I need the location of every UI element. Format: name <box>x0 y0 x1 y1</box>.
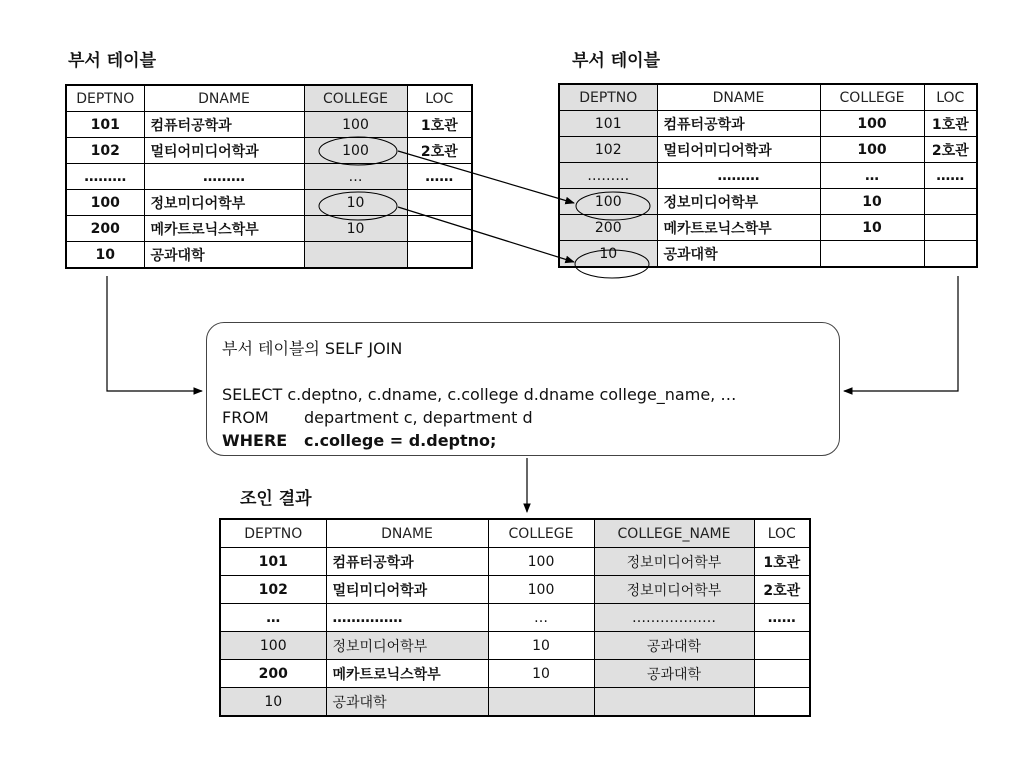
header-deptno: DEPTNO <box>559 84 657 111</box>
header-dname: DNAME <box>657 84 820 111</box>
header-deptno: DEPTNO <box>220 519 326 548</box>
highlight-ellipse-deptno-100 <box>576 192 650 220</box>
cell-college: 10 <box>304 216 407 242</box>
cell-deptno: 102 <box>66 138 144 164</box>
cell-deptno: ……… <box>66 164 144 190</box>
cell-college: … <box>820 163 924 189</box>
cell-loc: 2호관 <box>754 576 810 604</box>
join-arrow-10 <box>398 207 574 262</box>
cell-loc: …… <box>754 604 810 632</box>
highlight-ellipse-deptno-10 <box>575 250 649 278</box>
right-table-title: 부서 테이블 <box>572 51 661 71</box>
header-dname: DNAME <box>144 85 304 112</box>
cell-dname: 메카트로닉스학부 <box>144 216 304 242</box>
cell-loc: …… <box>407 164 472 190</box>
right-table-to-sql-arrow <box>844 276 958 391</box>
cell-deptno: 100 <box>66 190 144 216</box>
cell-college: … <box>488 604 594 632</box>
cell-deptno: ……… <box>559 163 657 189</box>
cell-dname: 메카트로닉스학부 <box>326 660 488 688</box>
cell-dname: 멀티어미디어학과 <box>657 137 820 163</box>
result-table-title: 조인 결과 <box>240 489 312 509</box>
cell-dname: 정보미디어학부 <box>144 190 304 216</box>
left-table-title: 부서 테이블 <box>68 51 157 71</box>
cell-deptno: 100 <box>220 632 326 660</box>
cell-college: 100 <box>304 112 407 138</box>
join-arrow-100 <box>398 151 574 203</box>
cell-college-name: ……………… <box>594 604 754 632</box>
cell-dname: 컴퓨터공학과 <box>326 548 488 576</box>
cell-deptno: 200 <box>559 215 657 241</box>
cell-dname: ……… <box>144 164 304 190</box>
left-table-to-sql-arrow <box>107 276 202 391</box>
cell-deptno: … <box>220 604 326 632</box>
cell-deptno: 101 <box>66 112 144 138</box>
cell-deptno: 200 <box>66 216 144 242</box>
cell-college: 10 <box>820 215 924 241</box>
cell-dname: 메카트로닉스학부 <box>657 215 820 241</box>
cell-dname: 멀티어미디어학과 <box>144 138 304 164</box>
cell-dname: 정보미디어학부 <box>657 189 820 215</box>
cell-deptno: 100 <box>559 189 657 215</box>
cell-dname: 정보미디어학부 <box>326 632 488 660</box>
cell-dname: 공과대학 <box>144 242 304 269</box>
cell-loc: 2호관 <box>924 137 977 163</box>
cell-college: 10 <box>304 190 407 216</box>
cell-dname: 공과대학 <box>326 688 488 717</box>
cell-deptno: 102 <box>220 576 326 604</box>
highlight-ellipse-college-100 <box>319 137 397 165</box>
cell-loc: …… <box>924 163 977 189</box>
highlight-ellipse-college-10 <box>319 192 397 220</box>
cell-deptno: 200 <box>220 660 326 688</box>
cell-deptno: 10 <box>66 242 144 269</box>
cell-college: 100 <box>304 138 407 164</box>
cell-college: 100 <box>488 548 594 576</box>
cell-dname: 멀티미디어학과 <box>326 576 488 604</box>
cell-college-name: 공과대학 <box>594 632 754 660</box>
cell-college: 100 <box>488 576 594 604</box>
cell-deptno: 10 <box>559 241 657 268</box>
cell-college-name: 정보미디어학부 <box>594 576 754 604</box>
cell-deptno: 102 <box>559 137 657 163</box>
cell-loc: 1호관 <box>924 111 977 137</box>
cell-dname: 컴퓨터공학과 <box>657 111 820 137</box>
header-college: COLLEGE <box>820 84 924 111</box>
header-college-name: COLLEGE_NAME <box>594 519 754 548</box>
cell-college-name: 공과대학 <box>594 660 754 688</box>
header-dname: DNAME <box>326 519 488 548</box>
cell-loc: 2호관 <box>407 138 472 164</box>
cell-loc: 1호관 <box>754 548 810 576</box>
cell-college: 10 <box>488 632 594 660</box>
sql-from-keyword: FROM <box>222 408 269 427</box>
cell-college-name: 정보미디어학부 <box>594 548 754 576</box>
cell-college: … <box>304 164 407 190</box>
cell-loc: 1호관 <box>407 112 472 138</box>
sql-from-clause: department c, department d <box>304 408 533 427</box>
header-deptno: DEPTNO <box>66 85 144 112</box>
sql-where-keyword: WHERE <box>222 431 288 450</box>
cell-college: 10 <box>488 660 594 688</box>
cell-dname: ……… <box>657 163 820 189</box>
header-loc: LOC <box>924 84 977 111</box>
cell-dname: 공과대학 <box>657 241 820 268</box>
cell-college: 100 <box>820 111 924 137</box>
cell-college: 10 <box>820 189 924 215</box>
sql-select-line: SELECT c.deptno, c.dname, c.college d.dname college_name, … <box>222 385 737 404</box>
header-college: COLLEGE <box>488 519 594 548</box>
header-college: COLLEGE <box>304 85 407 112</box>
cell-deptno: 101 <box>220 548 326 576</box>
cell-college: 100 <box>820 137 924 163</box>
header-loc: LOC <box>754 519 810 548</box>
header-loc: LOC <box>407 85 472 112</box>
cell-dname: …………… <box>326 604 488 632</box>
cell-dname: 컴퓨터공학과 <box>144 112 304 138</box>
cell-deptno: 101 <box>559 111 657 137</box>
sql-where-clause: c.college = d.deptno; <box>304 431 497 450</box>
cell-deptno: 10 <box>220 688 326 717</box>
sql-heading: 부서 테이블의 SELF JOIN <box>222 339 403 358</box>
